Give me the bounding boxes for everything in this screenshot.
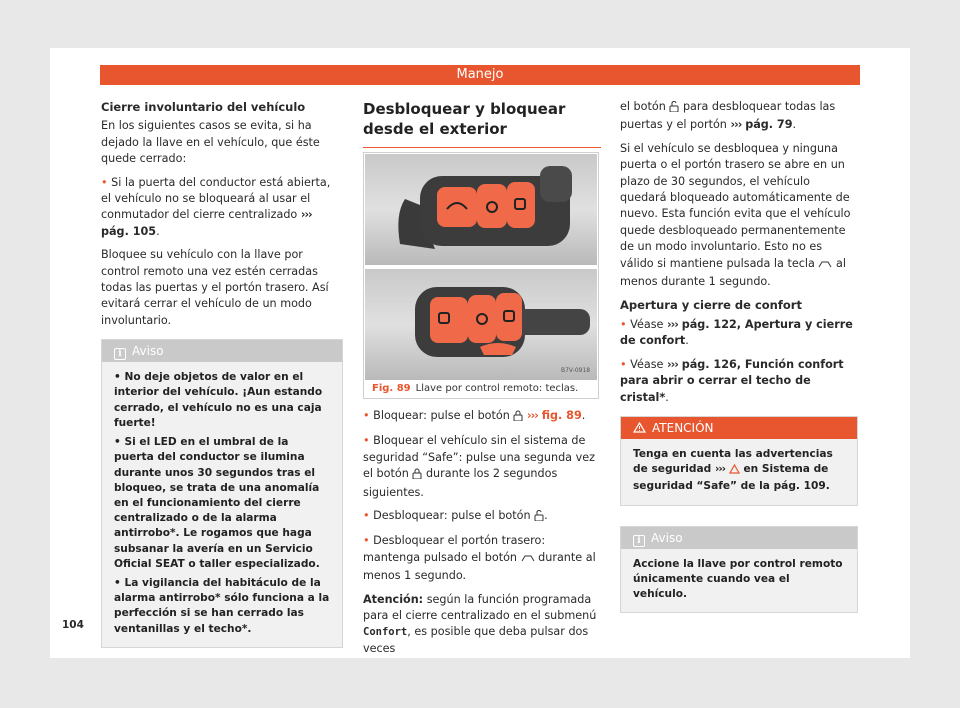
aviso-item: • Si el LED en el umbral de la puerta del conductor se ilumina durante unos 30 segundos tras el bloqueo, se trata de una anomalía en el funcionamiento del cierre centralizado o de la alarma antirrobo*. Le rogamos que haga subsanar la avería en un Servicio Oficial SEAT o taller especializado. bbox=[114, 436, 320, 570]
middle-column-body bbox=[363, 408, 601, 664]
bullet-bloquear-safe: • Bloquear el vehículo sin el sistema de seguridad “Safe”: pulse una segunda vez el botón durante los 2 segundos siguientes. bbox=[363, 434, 595, 499]
page-number: 104 bbox=[62, 619, 84, 631]
info-icon: i bbox=[633, 535, 645, 547]
atencion-box-header: ATENCIÓN bbox=[621, 417, 857, 439]
aviso-item: • No deje objetos de valor en el interior del vehículo. ¡Aun estando cerrado, el vehículo no es una caja fuerte! bbox=[114, 371, 323, 429]
intro-paragraph: En los siguientes casos se evita, si ha dejado la llave en el vehículo, que éste quede cerrado: bbox=[101, 119, 320, 166]
section-header: Manejo bbox=[100, 65, 860, 85]
section-title: Desbloquear y bloquear desde el exterior bbox=[363, 99, 601, 148]
warning-icon bbox=[729, 464, 740, 479]
right-column bbox=[620, 99, 858, 613]
trunk-button-top bbox=[477, 184, 507, 228]
bullet-porton: • Desbloquear el portón trasero: mantenga pulsado el botón durante al menos 1 segundo. bbox=[363, 534, 596, 583]
trunk-icon bbox=[521, 552, 535, 568]
unlock-button-top bbox=[507, 182, 535, 228]
aviso-box-header: i Aviso bbox=[621, 527, 857, 549]
aviso-box-left bbox=[101, 339, 343, 647]
figure-code: B7V-0918 bbox=[561, 367, 591, 374]
middle-column bbox=[363, 99, 601, 148]
lock-icon bbox=[412, 468, 422, 484]
key-photo-top bbox=[365, 154, 597, 265]
bullet-conductor: • Si la puerta del conductor está abierta, el vehículo no se bloqueará al usar el conmutador del cierre centralizado ››› pág. 105. bbox=[101, 175, 331, 238]
warning-icon bbox=[633, 417, 646, 439]
paragraph-bloquee: Bloquee su vehículo con la llave por control remoto una vez estén cerradas todas las puertas y el portón trasero. Así evitará cerrar el vehículo de un modo involuntario. bbox=[101, 248, 329, 327]
lock-icon bbox=[513, 410, 523, 426]
lock-button-top bbox=[437, 187, 477, 227]
atencion-box-body: Tenga en cuenta las advertencias de seguridad ››› en Sistema de seguridad “Safe” de la pág. 109. bbox=[633, 447, 833, 493]
trunk-icon bbox=[818, 258, 832, 274]
trunk-button-bottom bbox=[468, 295, 496, 343]
atencion-box bbox=[620, 416, 858, 506]
unlock-icon bbox=[534, 510, 544, 526]
figure-caption: Fig. 89 Llave por control remoto: teclas. bbox=[372, 383, 579, 394]
key-remote-closed-illustration bbox=[365, 154, 597, 265]
bullet-confort-2: • Véase ››› pág. 126, Función confort para abrir o cerrar el techo de cristal*. bbox=[620, 357, 844, 404]
key-photo-bottom bbox=[365, 269, 597, 380]
bullet-bloquear: • Bloquear: pulse el botón ››› fig. 89. bbox=[363, 408, 601, 426]
atencion-note: Atención: según la función programada para el cierre centralizado en el submenú Confort, es posible que deba pulsar dos veces bbox=[363, 592, 597, 655]
aviso-item: • La vigilancia del habitáculo de la alarma antirrobo* sólo funciona a la perfección si se han cerrado las ventanillas y el techo*. bbox=[114, 576, 330, 635]
heading-cierre-involuntario: Cierre involuntario del vehículo bbox=[101, 100, 306, 114]
aviso-box-body bbox=[102, 362, 342, 646]
aviso-box-header: i Aviso bbox=[102, 340, 342, 362]
paragraph-30-segundos: Si el vehículo se desbloquea y ninguna puerta o el portón trasero se abre en un plazo de 30 segundos, el vehículo quedará bloqueado automáticamente de nuevo. Esta función evita que el vehículo quede desbloqueado permanentemente de un modo involuntario. Esto no es válido si mantiene pulsada la tecla al menos durante 1 segundo. bbox=[620, 141, 851, 289]
aviso-box-body: Accione la llave por control remoto únicamente cuando vea el vehículo. bbox=[633, 557, 843, 600]
bullet-confort-1: • Véase ››› pág. 122, Apertura y cierre de confort. bbox=[620, 317, 853, 348]
unlock-icon bbox=[669, 101, 679, 117]
bullet-desbloquear: • Desbloquear: pulse el botón . bbox=[363, 508, 601, 526]
key-remote-open-illustration bbox=[365, 269, 597, 380]
paragraph-boton: el botón para desbloquear todas las puertas y el portón ››› pág. 79. bbox=[620, 100, 836, 132]
figure-89 bbox=[363, 152, 599, 399]
aviso-box-right bbox=[620, 526, 858, 614]
left-column bbox=[101, 99, 343, 648]
unlock-button-bottom bbox=[496, 293, 522, 341]
info-icon: i bbox=[114, 348, 126, 360]
heading-confort: Apertura y cierre de confort bbox=[620, 298, 802, 313]
